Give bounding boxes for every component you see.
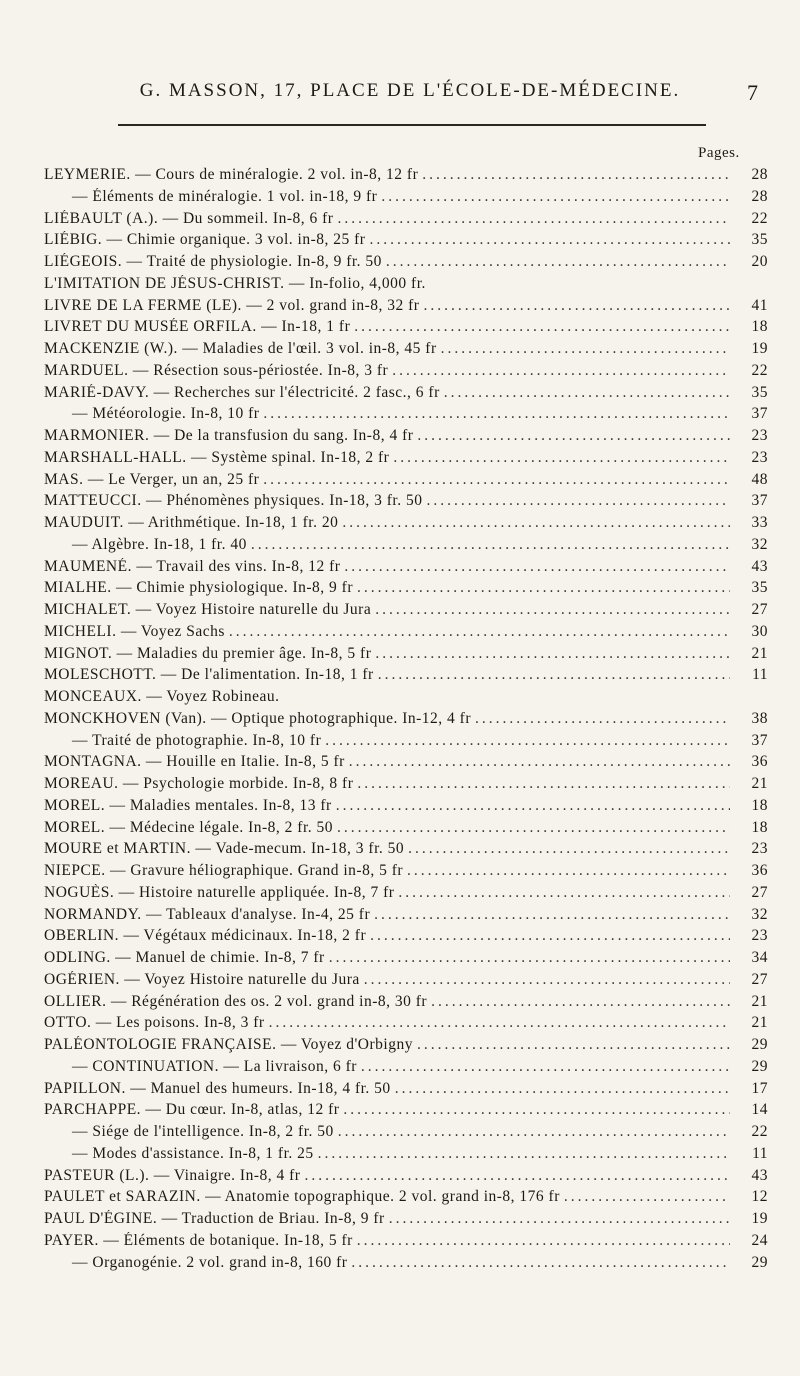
catalog-entry xyxy=(44,775,768,797)
entry-text: LIÉBAULT (A.). — Du sommeil. In-8, 6 fr xyxy=(44,209,334,227)
dot-leader xyxy=(392,362,730,380)
entry-text: PALÉONTOLOGIE FRANÇAISE. — Voyez d'Orbigny xyxy=(44,1036,413,1053)
entry-page-number: 22 xyxy=(751,361,768,379)
dot-leader xyxy=(369,231,730,249)
catalog-entry xyxy=(44,384,768,406)
entry-text: ODLING. — Manuel de chimie. In-8, 7 fr xyxy=(44,949,325,966)
dot-leader xyxy=(364,971,730,989)
entry-page-number: 23 xyxy=(751,927,768,945)
dot-leader xyxy=(251,536,730,554)
entry-page-number: 32 xyxy=(751,535,768,553)
catalog-entry xyxy=(44,862,768,884)
entry-text: — Algèbre. In-18, 1 fr. 40 xyxy=(72,535,247,553)
dot-leader xyxy=(374,906,730,924)
dot-leader xyxy=(357,1232,730,1250)
entry-page-number: 22 xyxy=(751,209,768,227)
entry-text: PAULET et SARAZIN. — Anatomie topographique. 2 vol. grand in-8, 176 fr xyxy=(44,1188,560,1206)
entry-page-number: 18 xyxy=(751,318,768,336)
entry-text: MOLESCHOTT. — De l'alimentation. In-18, 1 fr xyxy=(44,666,374,684)
dot-leader xyxy=(337,210,730,228)
entry-text: MONCKHOVEN (Van). — Optique photographique. In-12, 4 fr xyxy=(44,709,471,727)
catalog-entry xyxy=(44,819,768,841)
dot-leader xyxy=(263,405,730,423)
entry-text: MONCEAUX. — Voyez Robineau. xyxy=(44,688,280,705)
catalog-entry xyxy=(44,340,768,362)
entry-page-number: 35 xyxy=(751,579,768,597)
entry-text: LIVRET DU MUSÉE ORFILA. — In-18, 1 fr xyxy=(44,318,351,336)
catalog-entry xyxy=(44,427,768,449)
entry-text: — Météorologie. In-8, 10 fr xyxy=(72,405,260,423)
dot-leader xyxy=(393,449,730,467)
entry-page-number: 29 xyxy=(751,1036,768,1053)
catalog-entry xyxy=(44,971,768,993)
entry-page-number: 23 xyxy=(751,840,768,858)
dot-leader xyxy=(361,1058,730,1076)
header-rule xyxy=(118,124,706,126)
entry-page-number: 37 xyxy=(751,492,768,510)
dot-leader xyxy=(263,471,730,489)
entry-page-number: 21 xyxy=(751,644,768,662)
entry-text: MARIÉ-DAVY. — Recherches sur l'électricité. 2 fasc., 6 fr xyxy=(44,383,440,401)
catalog-entry xyxy=(44,297,768,319)
entry-page-number: 28 xyxy=(751,166,768,183)
entry-page-number: 41 xyxy=(751,296,768,314)
dot-leader xyxy=(325,732,730,750)
catalog-entry xyxy=(44,1188,768,1210)
catalog-entry xyxy=(44,579,768,601)
dot-leader xyxy=(398,884,730,902)
entry-text: MICHELI. — Voyez Sachs xyxy=(44,622,225,640)
dot-leader xyxy=(407,862,730,880)
dot-leader xyxy=(329,949,730,967)
dot-leader xyxy=(417,427,730,445)
catalog-entry xyxy=(44,645,768,667)
entry-text: PAUL D'ÉGINE. — Traduction de Briau. In-8, 9 fr xyxy=(44,1210,385,1227)
entry-page-number: 21 xyxy=(751,1014,768,1032)
dot-leader xyxy=(354,318,730,336)
entry-page-number: 23 xyxy=(751,448,768,466)
entry-page-number: 19 xyxy=(751,1210,768,1227)
catalog-entry xyxy=(44,993,768,1015)
catalog-entry xyxy=(44,840,768,862)
dot-leader xyxy=(386,253,730,271)
entry-text: — CONTINUATION. — La livraison, 6 fr xyxy=(72,1057,357,1075)
catalog-entry xyxy=(44,1145,768,1167)
dot-leader xyxy=(441,340,730,358)
catalog-entry xyxy=(44,514,768,536)
dot-leader xyxy=(395,1080,730,1098)
catalog-entry xyxy=(44,471,768,493)
catalog-entry xyxy=(44,1080,768,1102)
catalog-entry xyxy=(44,927,768,949)
catalog-entry xyxy=(44,492,768,514)
entry-text: MIGNOT. — Maladies du premier âge. In-8, 5 fr xyxy=(44,644,372,662)
entry-page-number: 12 xyxy=(751,1188,768,1206)
entry-page-number: 28 xyxy=(751,187,768,205)
entry-page-number: 33 xyxy=(751,514,768,531)
dot-leader xyxy=(423,297,730,315)
catalog-entry xyxy=(44,1058,768,1080)
entry-text: MOREL. — Médecine légale. In-8, 2 fr. 50 xyxy=(44,818,334,836)
catalog-entry xyxy=(44,188,768,210)
entry-text: NIEPCE. — Gravure héliographique. Grand in-8, 5 fr xyxy=(44,862,404,879)
entry-page-number: 36 xyxy=(751,862,768,879)
entry-text: LEYMERIE. — Cours de minéralogie. 2 vol. in-8, 12 fr xyxy=(44,166,419,183)
catalog-entry xyxy=(44,710,768,732)
entry-text: MARSHALL-HALL. — Système spinal. In-18, 2 fr xyxy=(44,448,390,466)
entry-page-number: 22 xyxy=(751,1123,768,1140)
entry-page-number: 37 xyxy=(751,731,768,749)
entry-text: NOGUÈS. — Histoire naturelle appliquée. In-8, 7 fr xyxy=(44,883,395,901)
catalog-entry xyxy=(44,405,768,427)
entry-text: LIÉGEOIS. — Traité de physiologie. In-8, 9 fr. 50 xyxy=(44,253,382,270)
catalog-entry xyxy=(44,1210,768,1232)
entry-text: MOURE et MARTIN. — Vade-mecum. In-18, 3 fr. 50 xyxy=(44,840,405,858)
entry-page-number: 23 xyxy=(751,427,768,444)
entry-text: OGÉRIEN. — Voyez Histoire naturelle du Jura xyxy=(44,970,360,988)
catalog-entry xyxy=(44,275,768,297)
entry-text: L'IMITATION DE JÉSUS-CHRIST. — In-folio, 4,000 fr. xyxy=(44,274,426,292)
entry-page-number: 20 xyxy=(751,253,768,270)
dot-leader xyxy=(444,384,730,402)
entry-text: OLLIER. — Régénération des os. 2 vol. grand in-8, 30 fr xyxy=(44,992,428,1010)
dot-leader xyxy=(408,840,730,858)
dot-leader xyxy=(343,1101,730,1119)
entry-text: MATTEUCCI. — Phénomènes physiques. In-18, 3 fr. 50 xyxy=(44,492,423,510)
catalog-entry xyxy=(44,536,768,558)
catalog-entry xyxy=(44,688,768,710)
catalog-entry xyxy=(44,1036,768,1058)
entry-page-number: 18 xyxy=(751,818,768,836)
entry-page-number: 24 xyxy=(751,1231,768,1249)
catalog-entry xyxy=(44,1014,768,1036)
dot-leader xyxy=(342,514,730,532)
entry-text: NORMANDY. — Tableaux d'analyse. In-4, 25 fr xyxy=(44,905,371,923)
catalog-entry xyxy=(44,884,768,906)
entry-text: LIVRE DE LA FERME (LE). — 2 vol. grand in-8, 32 fr xyxy=(44,296,420,314)
dot-leader xyxy=(269,1014,730,1032)
entry-text: MIALHE. — Chimie physiologique. In-8, 9 fr xyxy=(44,579,354,597)
entry-text: — Siége de l'intelligence. In-8, 2 fr. 50 xyxy=(72,1123,334,1140)
entry-page-number: 11 xyxy=(752,666,768,684)
entry-text: LIÉBIG. — Chimie organique. 3 vol. in-8, 25 fr xyxy=(44,231,366,249)
entry-text: OBERLIN. — Végétaux médicinaux. In-18, 2 fr xyxy=(44,927,367,945)
catalog-entry xyxy=(44,1254,768,1276)
dot-leader xyxy=(357,775,730,793)
entry-page-number: 18 xyxy=(751,796,768,814)
entry-text: MOREAU. — Psychologie morbide. In-8, 8 fr xyxy=(44,775,354,792)
dot-leader xyxy=(229,623,730,641)
dot-leader xyxy=(375,601,730,619)
catalog-entry xyxy=(44,949,768,971)
entry-text: PASTEUR (L.). — Vinaigre. In-8, 4 fr xyxy=(44,1166,301,1184)
entry-page-number: 14 xyxy=(751,1101,768,1119)
catalog-entry xyxy=(44,753,768,775)
entry-text: MARMONIER. — De la transfusion du sang. In-8, 4 fr xyxy=(44,427,414,444)
catalog-entry xyxy=(44,231,768,253)
entry-page-number: 36 xyxy=(751,753,768,771)
entry-page-number: 17 xyxy=(751,1079,768,1097)
entry-page-number: 30 xyxy=(751,622,768,640)
entry-text: — Traité de photographie. In-8, 10 fr xyxy=(72,731,322,749)
entry-page-number: 21 xyxy=(751,992,768,1010)
catalog-entries xyxy=(44,166,768,1275)
entry-text: — Organogénie. 2 vol. grand in-8, 160 fr xyxy=(72,1253,348,1271)
entry-page-number: 27 xyxy=(751,601,768,618)
entry-text: MAUDUIT. — Arithmétique. In-18, 1 fr. 20 xyxy=(44,514,339,531)
dot-leader xyxy=(357,579,730,597)
catalog-entry xyxy=(44,906,768,928)
header-page-number: 7 xyxy=(747,80,760,105)
dot-leader xyxy=(337,819,730,837)
pages-column-label: Pages. xyxy=(698,145,740,161)
entry-page-number: 34 xyxy=(751,949,768,966)
dot-leader xyxy=(304,1167,730,1185)
header-title: G. MASSON, 17, PLACE DE L'ÉCOLE-DE-MÉDECINE. xyxy=(139,80,681,101)
catalog-entry xyxy=(44,1167,768,1189)
entry-text: — Modes d'assistance. In-8, 1 fr. 25 xyxy=(72,1144,314,1162)
entry-page-number: 19 xyxy=(751,340,768,357)
catalog-entry xyxy=(44,1101,768,1123)
dot-leader xyxy=(349,753,730,771)
dot-leader xyxy=(338,1123,730,1141)
catalog-entry xyxy=(44,449,768,471)
entry-page-number: 11 xyxy=(752,1144,768,1162)
catalog-entry xyxy=(44,166,768,188)
dot-leader xyxy=(351,1254,730,1272)
catalog-entry xyxy=(44,666,768,688)
dot-leader xyxy=(318,1145,730,1163)
entry-page-number: 35 xyxy=(751,231,768,249)
catalog-entry xyxy=(44,558,768,580)
dot-leader xyxy=(389,1210,730,1228)
entry-text: MICHALET. — Voyez Histoire naturelle du Jura xyxy=(44,601,372,618)
catalog-entry xyxy=(44,623,768,645)
entry-text: MARDUEL. — Résection sous-périostée. In-8, 3 fr xyxy=(44,361,389,379)
dot-leader xyxy=(426,492,730,510)
entry-text: MONTAGNA. — Houille en Italie. In-8, 5 fr xyxy=(44,753,345,771)
catalog-entry xyxy=(44,1123,768,1145)
catalog-entry xyxy=(44,797,768,819)
dot-leader xyxy=(431,993,730,1011)
entry-page-number: 48 xyxy=(751,470,768,488)
dot-leader xyxy=(422,166,730,184)
entry-text: MOREL. — Maladies mentales. In-8, 13 fr xyxy=(44,796,332,814)
entry-page-number: 43 xyxy=(751,557,768,575)
entry-text: — Éléments de minéralogie. 1 vol. in-18, 9 fr xyxy=(72,187,378,205)
running-header xyxy=(60,80,760,105)
catalog-entry xyxy=(44,1232,768,1254)
dot-leader xyxy=(378,666,730,684)
entry-page-number: 29 xyxy=(751,1253,768,1271)
dot-leader xyxy=(344,558,730,576)
entry-text: MAS. — Le Verger, un an, 25 fr xyxy=(44,470,260,488)
catalog-entry xyxy=(44,253,768,275)
entry-page-number: 37 xyxy=(751,405,768,423)
dot-leader xyxy=(336,797,730,815)
entry-page-number: 27 xyxy=(751,883,768,901)
catalog-entry xyxy=(44,318,768,340)
catalog-entry xyxy=(44,601,768,623)
entry-page-number: 29 xyxy=(751,1057,768,1075)
dot-leader xyxy=(370,927,730,945)
entry-text: MAUMENÉ. — Travail des vins. In-8, 12 fr xyxy=(44,557,341,575)
dot-leader xyxy=(375,645,730,663)
entry-text: OTTO. — Les poisons. In-8, 3 fr xyxy=(44,1014,265,1032)
entry-page-number: 35 xyxy=(751,383,768,401)
catalog-entry xyxy=(44,362,768,384)
entry-page-number: 38 xyxy=(751,709,768,727)
entry-page-number: 43 xyxy=(751,1166,768,1184)
dot-leader xyxy=(417,1036,730,1054)
entry-text: PARCHAPPE. — Du cœur. In-8, atlas, 12 fr xyxy=(44,1101,340,1119)
dot-leader xyxy=(381,188,730,206)
catalog-entry xyxy=(44,210,768,232)
dot-leader xyxy=(475,710,730,728)
entry-page-number: 27 xyxy=(751,970,768,988)
entry-page-number: 21 xyxy=(751,775,768,792)
entry-text: MACKENZIE (W.). — Maladies de l'œil. 3 vol. in-8, 45 fr xyxy=(44,340,437,357)
entry-text: PAPILLON. — Manuel des humeurs. In-18, 4 fr. 50 xyxy=(44,1079,391,1097)
catalog-entry xyxy=(44,732,768,754)
dot-leader xyxy=(564,1188,730,1206)
entry-page-number: 32 xyxy=(751,905,768,923)
entry-text: PAYER. — Éléments de botanique. In-18, 5 fr xyxy=(44,1231,353,1249)
